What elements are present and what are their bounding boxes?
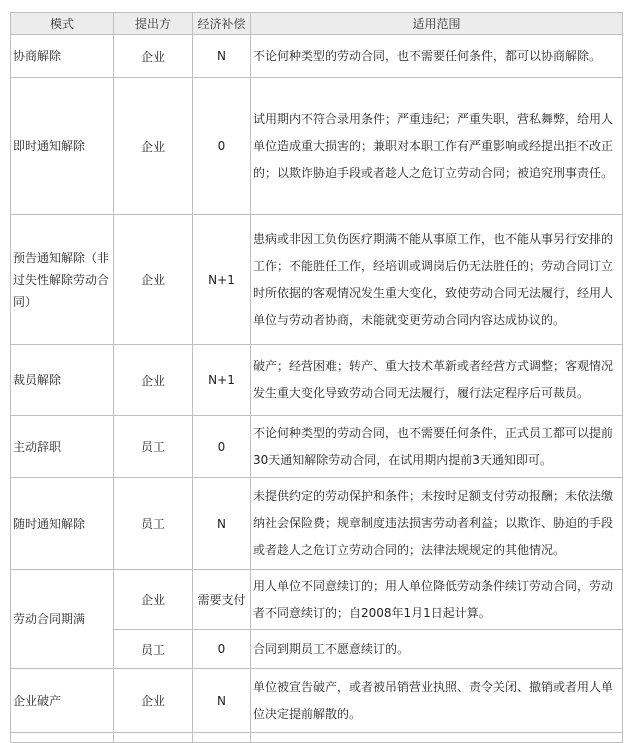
- scope-cell: 单位被宣告破产，或者被吊销营业执照、责令关闭、撤销或者用人单位决定提前解散的。: [251, 669, 623, 733]
- party-cell: 企业: [114, 345, 193, 416]
- party-cell: 员工: [114, 478, 193, 570]
- compensation-cell: 0: [193, 630, 251, 669]
- party-cell: 企业: [114, 78, 193, 215]
- scope-cell: 未提供约定的劳动保护和条件；未按时足额支付劳动报酬；未依法缴纳社会保险费；规章制度违法损害劳动者利益；以欺诈、胁迫的手段或者趁人之危订立劳动合同的；法律法规规定的其他情况。: [251, 478, 623, 570]
- table-row: [11, 78, 623, 215]
- party-cell: 企业: [114, 669, 193, 733]
- table-row: [11, 35, 623, 78]
- scope-cell: 试用期内不符合录用条件；严重违纪；严重失职，营私舞弊，给用人单位造成重大损害的；兼职对本职工作有严重影响或经提出拒不改正的；以欺诈胁迫手段或者趁人之危订立劳动合同；被追究刑事责任。: [251, 78, 623, 215]
- scope-cell: 不论何种类型的劳动合同，也不需要任何条件，正式员工都可以提前30天通知解除劳动合同，在试用期内提前3天通知即可。: [251, 416, 623, 478]
- table-row: [11, 570, 623, 630]
- compensation-cell: 0: [193, 416, 251, 478]
- table-row: [11, 345, 623, 416]
- party-cell: [114, 733, 193, 743]
- mode-cell: 企业破产: [11, 669, 114, 733]
- header-mode: 模式: [11, 13, 114, 35]
- scope-cell: 不论何种类型的劳动合同，也不需要任何条件，都可以协商解除。: [251, 35, 623, 78]
- compensation-cell: [193, 733, 251, 743]
- scope-cell: 患病或非因工负伤医疗期满不能从事原工作，也不能从事另行安排的工作；不能胜任工作，经培训或调岗后仍无法胜任的；劳动合同订立时所依据的客观情况发生重大变化，致使劳动合同无法履行，经用人单位与劳动者协商，未能就变更劳动合同内容达成协议的。: [251, 215, 623, 345]
- compensation-cell: N: [193, 478, 251, 570]
- mode-cell: 随时通知解除: [11, 478, 114, 570]
- table-row: [11, 416, 623, 478]
- mode-cell: 主动辞职: [11, 416, 114, 478]
- party-cell: 员工: [114, 416, 193, 478]
- table-row: [11, 733, 623, 743]
- party-cell: 员工: [114, 630, 193, 669]
- header-scope: 适用范围: [251, 13, 623, 35]
- scope-cell: [251, 733, 623, 743]
- table-row: [11, 478, 623, 570]
- mode-cell: 即时通知解除: [11, 78, 114, 215]
- compensation-cell: 0: [193, 78, 251, 215]
- mode-cell: 裁员解除: [11, 345, 114, 416]
- compensation-cell: N: [193, 669, 251, 733]
- scope-cell: 用人单位不同意续订的；用人单位降低劳动条件续订劳动合同，劳动者不同意续订的；自2008年1月1日起计算。: [251, 570, 623, 630]
- mode-cell: 劳动合同期满: [11, 570, 114, 669]
- compensation-cell: N+1: [193, 345, 251, 416]
- compensation-cell: N: [193, 35, 251, 78]
- mode-cell: 预告通知解除（非过失性解除劳动合同）: [11, 215, 114, 345]
- scope-cell: 破产；经营困难；转产、重大技术革新或者经营方式调整；客观情况发生重大变化导致劳动合同无法履行，履行法定程序后可裁员。: [251, 345, 623, 416]
- mode-cell: 协商解除: [11, 35, 114, 78]
- scope-cell: 合同到期员工不愿意续订的。: [251, 630, 623, 669]
- compensation-cell: N+1: [193, 215, 251, 345]
- mode-cell: [11, 733, 114, 743]
- table-row: [11, 215, 623, 345]
- termination-table: [10, 12, 623, 743]
- header-party: 提出方: [114, 13, 193, 35]
- party-cell: 企业: [114, 215, 193, 345]
- party-cell: 企业: [114, 570, 193, 630]
- header-row: [11, 13, 623, 35]
- compensation-cell: 需要支付: [193, 570, 251, 630]
- party-cell: 企业: [114, 35, 193, 78]
- header-compensation: 经济补偿: [193, 13, 251, 35]
